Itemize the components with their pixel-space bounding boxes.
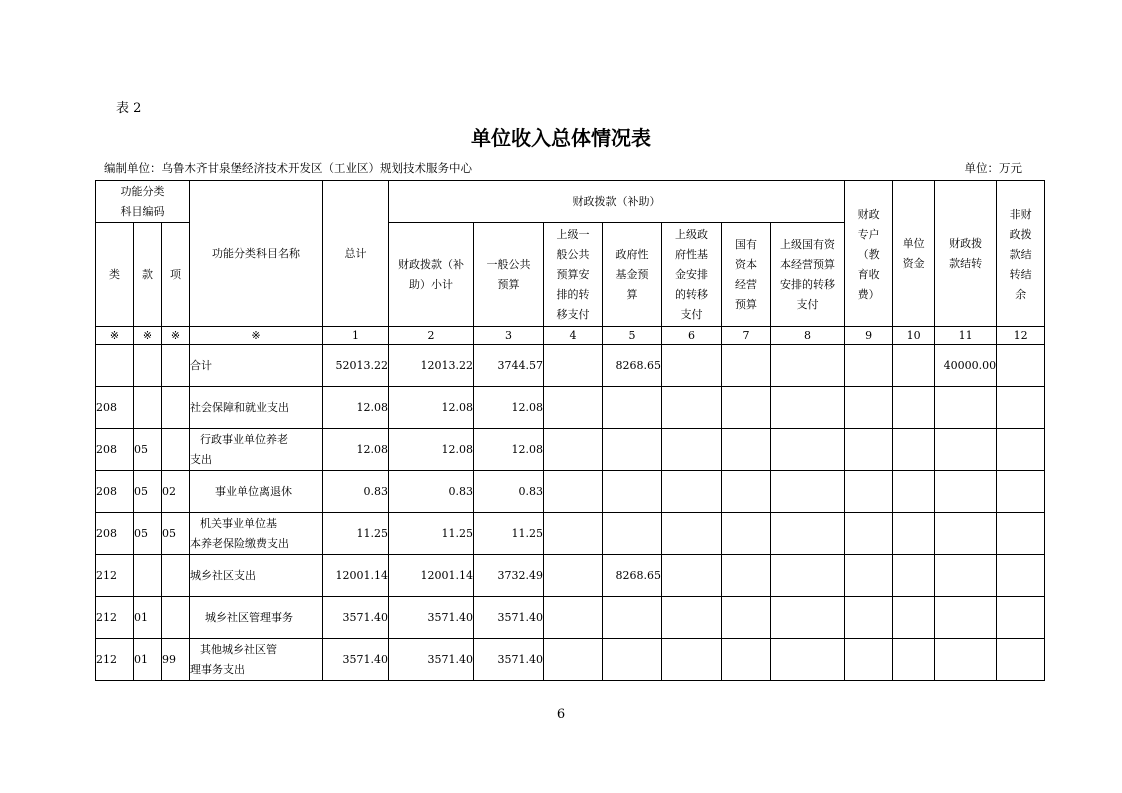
total-cell: 0.83 — [323, 471, 389, 513]
gov-fund-cell: 8268.65 — [603, 555, 662, 597]
upper-gov-fund-cell — [662, 513, 722, 555]
index-cell: 6 — [662, 327, 722, 345]
header-fiscal-carry: 财政拨 款结转 — [935, 181, 997, 327]
header-non-fiscal: 非财 政拨 款结 转结 余 — [997, 181, 1045, 327]
gov-fund-cell: 8268.65 — [603, 345, 662, 387]
table-row — [96, 597, 1045, 639]
index-cell: ※ — [162, 327, 190, 345]
total-cell: 3571.40 — [323, 639, 389, 681]
header-fiscal-group: 财政拨款（补助） — [389, 181, 845, 223]
name-cell: 合计 — [190, 345, 323, 387]
page-number: 6 — [556, 707, 566, 722]
unit-funds-cell — [893, 639, 935, 681]
upper-gov-fund-cell — [662, 429, 722, 471]
kuan-cell — [134, 555, 162, 597]
unit-funds-cell — [893, 387, 935, 429]
subtotal-cell: 11.25 — [389, 513, 474, 555]
total-cell: 3571.40 — [323, 597, 389, 639]
special-cell — [845, 429, 893, 471]
header-func-name: 功能分类科目名称 — [190, 181, 323, 327]
upper-gov-fund-cell — [662, 555, 722, 597]
name-line-2: 本养老保险缴费支出 — [190, 536, 289, 550]
state-capital-cell — [722, 597, 771, 639]
lei-cell: 208 — [96, 429, 134, 471]
index-cell: 12 — [997, 327, 1045, 345]
non-fiscal-cell — [997, 597, 1045, 639]
subtotal-cell: 12013.22 — [389, 345, 474, 387]
xiang-cell — [162, 387, 190, 429]
fiscal-carry-cell — [935, 555, 997, 597]
gov-fund-cell — [603, 471, 662, 513]
xiang-cell: 02 — [162, 471, 190, 513]
unit-funds-cell — [893, 597, 935, 639]
upper-gov-fund-cell — [662, 597, 722, 639]
subtotal-cell: 12001.14 — [389, 555, 474, 597]
total-cell: 12001.14 — [323, 555, 389, 597]
general-budget-cell: 3571.40 — [474, 597, 544, 639]
total-cell: 12.08 — [323, 387, 389, 429]
upper-state-cell — [771, 597, 845, 639]
fiscal-carry-cell — [935, 597, 997, 639]
header-state-capital: 国有 资本 经营 预算 — [722, 223, 771, 327]
table-row — [96, 345, 1045, 387]
header-special: 财政 专户 （教 育收 费） — [845, 181, 893, 327]
kuan-cell: 05 — [134, 429, 162, 471]
unit-line: 单位：万元 — [964, 161, 1022, 175]
special-cell — [845, 345, 893, 387]
table-row — [96, 471, 1045, 513]
non-fiscal-cell — [997, 639, 1045, 681]
general-budget-cell: 11.25 — [474, 513, 544, 555]
table-label: 表 2 — [116, 101, 142, 116]
header-func-code: 功能分类 科目编码 — [96, 181, 190, 223]
gov-fund-cell — [603, 639, 662, 681]
upper-gov-fund-cell — [662, 639, 722, 681]
state-capital-cell — [722, 471, 771, 513]
name-cell: 城乡社区管理事务 — [190, 597, 323, 639]
upper-state-cell — [771, 639, 845, 681]
index-cell: 11 — [935, 327, 997, 345]
gov-fund-cell — [603, 387, 662, 429]
lei-cell: 212 — [96, 597, 134, 639]
kuan-cell — [134, 387, 162, 429]
non-fiscal-cell — [997, 429, 1045, 471]
upper-gov-fund-cell — [662, 345, 722, 387]
name-cell — [190, 513, 323, 555]
upper-state-cell — [771, 345, 845, 387]
upper-general-cell — [544, 639, 603, 681]
subtotal-cell: 12.08 — [389, 429, 474, 471]
gov-fund-cell — [603, 513, 662, 555]
lei-cell: 212 — [96, 639, 134, 681]
kuan-cell: 05 — [134, 471, 162, 513]
upper-general-cell — [544, 513, 603, 555]
index-cell: 7 — [722, 327, 771, 345]
xiang-cell — [162, 345, 190, 387]
name-cell — [190, 639, 323, 681]
index-cell: 10 — [893, 327, 935, 345]
table-row — [96, 555, 1045, 597]
header-upper-general: 上级一 般公共 预算安 排的转 移支付 — [544, 223, 603, 327]
lei-cell: 208 — [96, 513, 134, 555]
name-cell: 城乡社区支出 — [190, 555, 323, 597]
lei-cell — [96, 345, 134, 387]
unit-funds-cell — [893, 471, 935, 513]
upper-gov-fund-cell — [662, 471, 722, 513]
general-budget-cell: 12.08 — [474, 387, 544, 429]
upper-general-cell — [544, 345, 603, 387]
xiang-cell: 05 — [162, 513, 190, 555]
state-capital-cell — [722, 513, 771, 555]
table-row — [96, 639, 1045, 681]
name-line-1: 行政事业单位养老 — [200, 432, 288, 446]
kuan-cell: 01 — [134, 597, 162, 639]
lei-cell: 208 — [96, 471, 134, 513]
name-cell: 事业单位离退休 — [190, 471, 323, 513]
upper-state-cell — [771, 513, 845, 555]
unit-funds-cell — [893, 513, 935, 555]
unit-funds-cell — [893, 429, 935, 471]
header-unit-funds: 单位 资金 — [893, 181, 935, 327]
non-fiscal-cell — [997, 345, 1045, 387]
unit-funds-cell — [893, 555, 935, 597]
non-fiscal-cell — [997, 555, 1045, 597]
kuan-cell: 05 — [134, 513, 162, 555]
subtotal-cell: 3571.40 — [389, 639, 474, 681]
index-cell: 5 — [603, 327, 662, 345]
index-cell: 8 — [771, 327, 845, 345]
upper-state-cell — [771, 429, 845, 471]
fiscal-carry-cell — [935, 387, 997, 429]
general-budget-cell: 3571.40 — [474, 639, 544, 681]
header-kuan: 款 — [134, 223, 162, 327]
state-capital-cell — [722, 639, 771, 681]
fiscal-carry-cell — [935, 471, 997, 513]
upper-gov-fund-cell — [662, 387, 722, 429]
header-upper-state: 上级国有资 本经营预算 安排的转移 支付 — [771, 223, 845, 327]
upper-general-cell — [544, 387, 603, 429]
xiang-cell — [162, 555, 190, 597]
subtotal-cell: 0.83 — [389, 471, 474, 513]
name-line-1: 机关事业单位基 — [200, 516, 277, 530]
header-xiang: 项 — [162, 223, 190, 327]
header-fiscal-subtotal: 财政拨款（补 助）小计 — [389, 223, 474, 327]
upper-state-cell — [771, 387, 845, 429]
upper-general-cell — [544, 597, 603, 639]
fiscal-carry-cell: 40000.00 — [935, 345, 997, 387]
total-cell: 52013.22 — [323, 345, 389, 387]
xiang-cell — [162, 597, 190, 639]
non-fiscal-cell — [997, 513, 1045, 555]
income-table — [95, 180, 1045, 681]
index-cell: 1 — [323, 327, 389, 345]
index-cell: 2 — [389, 327, 474, 345]
header-gov-fund: 政府性 基金预 算 — [603, 223, 662, 327]
general-budget-cell: 3744.57 — [474, 345, 544, 387]
lei-cell: 212 — [96, 555, 134, 597]
special-cell — [845, 555, 893, 597]
index-cell: 4 — [544, 327, 603, 345]
header-upper-gov-fund: 上级政 府性基 金安排 的转移 支付 — [662, 223, 722, 327]
special-cell — [845, 513, 893, 555]
fiscal-carry-cell — [935, 513, 997, 555]
header-lei: 类 — [96, 223, 134, 327]
non-fiscal-cell — [997, 387, 1045, 429]
special-cell — [845, 471, 893, 513]
general-budget-cell: 3732.49 — [474, 555, 544, 597]
kuan-cell — [134, 345, 162, 387]
index-cell: ※ — [190, 327, 323, 345]
name-line-2: 理事务支出 — [190, 662, 245, 676]
upper-state-cell — [771, 555, 845, 597]
subtotal-cell: 12.08 — [389, 387, 474, 429]
special-cell — [845, 387, 893, 429]
upper-state-cell — [771, 471, 845, 513]
special-cell — [845, 597, 893, 639]
general-budget-cell: 12.08 — [474, 429, 544, 471]
state-capital-cell — [722, 387, 771, 429]
index-cell: ※ — [96, 327, 134, 345]
name-cell — [190, 429, 323, 471]
lei-cell: 208 — [96, 387, 134, 429]
total-cell: 11.25 — [323, 513, 389, 555]
upper-general-cell — [544, 429, 603, 471]
index-row — [96, 327, 1045, 345]
subtotal-cell: 3571.40 — [389, 597, 474, 639]
page-title: 单位收入总体情况表 — [471, 126, 651, 150]
unit-funds-cell — [893, 345, 935, 387]
kuan-cell: 01 — [134, 639, 162, 681]
fiscal-carry-cell — [935, 639, 997, 681]
table-row — [96, 429, 1045, 471]
name-line-2: 支出 — [190, 452, 212, 466]
state-capital-cell — [722, 429, 771, 471]
table-row — [96, 387, 1045, 429]
total-cell: 12.08 — [323, 429, 389, 471]
index-cell: 9 — [845, 327, 893, 345]
gov-fund-cell — [603, 597, 662, 639]
header-general-budget: 一般公共 预算 — [474, 223, 544, 327]
xiang-cell — [162, 429, 190, 471]
general-budget-cell: 0.83 — [474, 471, 544, 513]
upper-general-cell — [544, 471, 603, 513]
gov-fund-cell — [603, 429, 662, 471]
upper-general-cell — [544, 555, 603, 597]
xiang-cell: 99 — [162, 639, 190, 681]
index-cell: ※ — [134, 327, 162, 345]
header-total: 总计 — [323, 181, 389, 327]
name-cell: 社会保障和就业支出 — [190, 387, 323, 429]
state-capital-cell — [722, 345, 771, 387]
name-line-1: 其他城乡社区管 — [200, 642, 277, 656]
fiscal-carry-cell — [935, 429, 997, 471]
table-row — [96, 513, 1045, 555]
organization-line: 编制单位：乌鲁木齐甘泉堡经济技术开发区（工业区）规划技术服务中心 — [104, 161, 472, 175]
state-capital-cell — [722, 555, 771, 597]
index-cell: 3 — [474, 327, 544, 345]
special-cell — [845, 639, 893, 681]
non-fiscal-cell — [997, 471, 1045, 513]
